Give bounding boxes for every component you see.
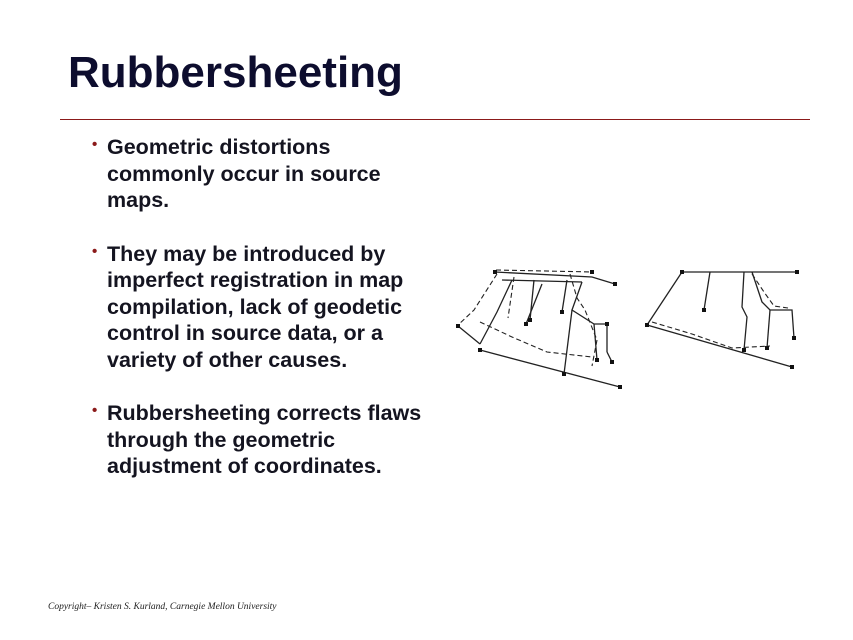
bullet-item-causes [92, 241, 437, 374]
bullet-item-distortions [92, 134, 437, 214]
bullet-list [92, 134, 437, 507]
rubbersheeted-network-diagram [647, 272, 797, 367]
title-divider [60, 119, 810, 120]
rubbersheet-figure [452, 262, 804, 392]
bullet-text: Rubbersheeting corrects flaws through the geometric adjustment of coordinates. [107, 401, 422, 478]
bullet-text: They may be introduced by imperfect registration in map compilation, lack of geodetic control in source data, or a variety of other causes. [107, 241, 404, 372]
rubbersheeted-network-nodes [645, 270, 799, 369]
bullet-icon: • [92, 242, 98, 260]
slide-title: Rubbersheeting [68, 48, 403, 97]
copyright-footer: Copyright– Kristen S. Kurland, Carnegie Mellon University [48, 602, 277, 612]
bullet-text: Geometric distortions commonly occur in source maps. [107, 135, 381, 212]
distorted-network-nodes [456, 270, 622, 389]
bullet-icon: • [92, 136, 98, 153]
bullet-item-correction [92, 400, 437, 480]
bullet-icon: • [92, 402, 98, 419]
distorted-network-diagram [458, 272, 620, 387]
